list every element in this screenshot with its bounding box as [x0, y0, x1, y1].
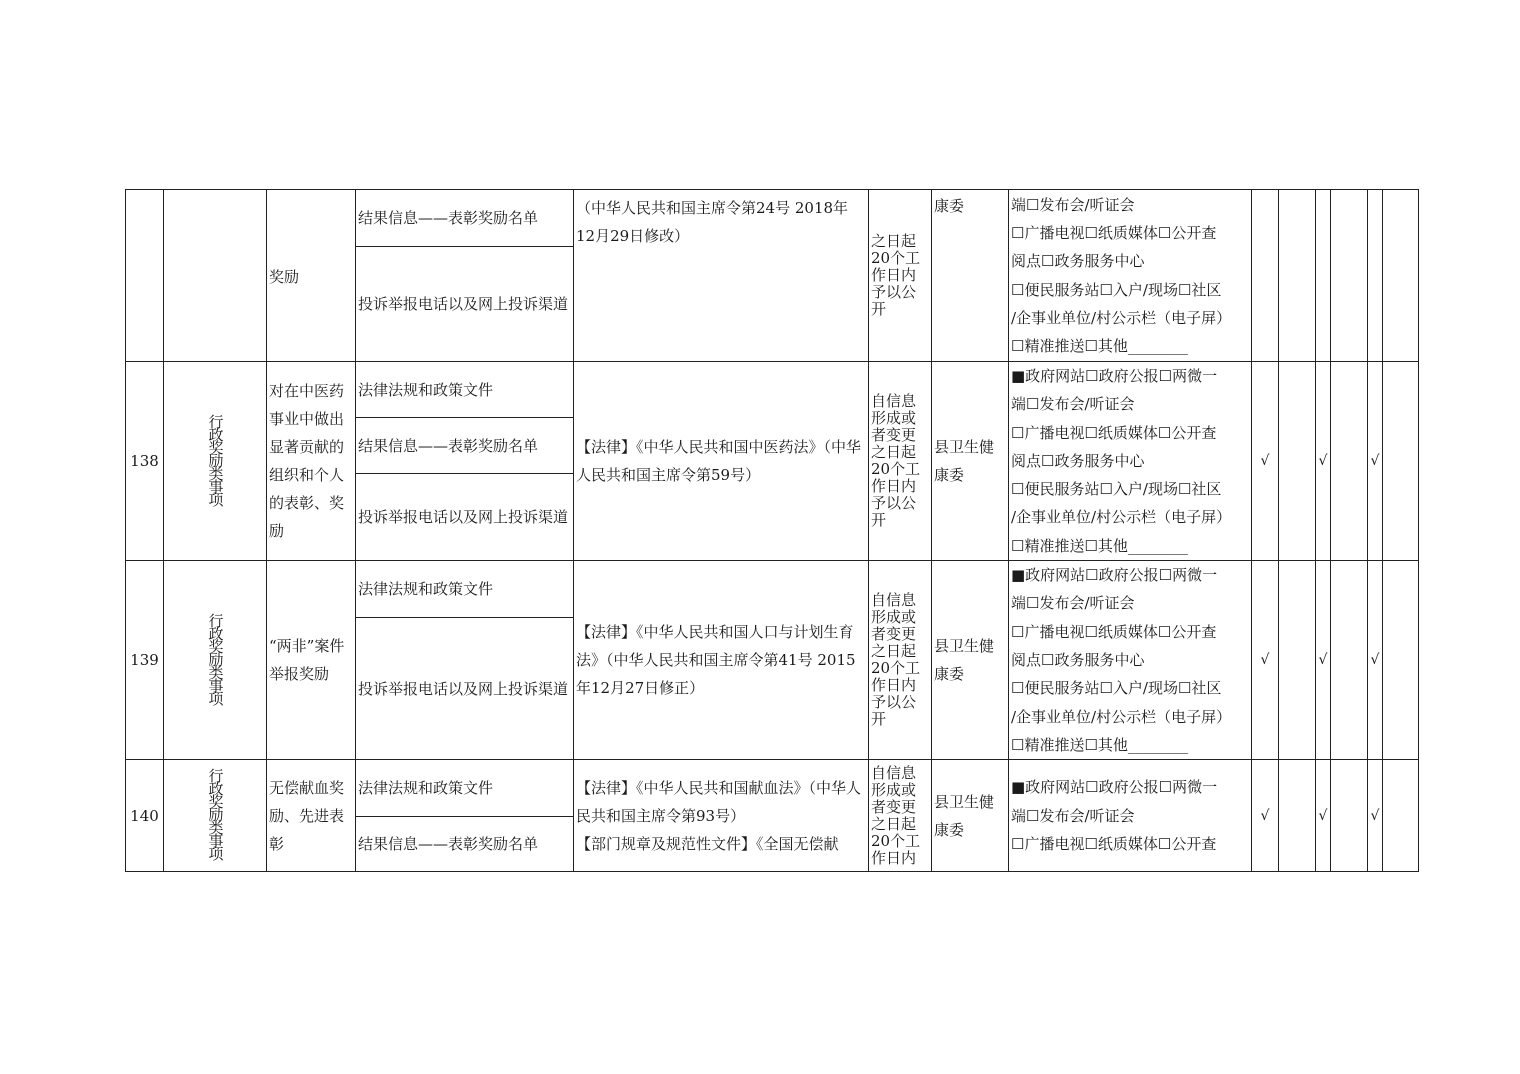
check-cell: √: [1368, 760, 1383, 872]
subject-cell: 康委: [932, 190, 1009, 362]
content-cell: 结果信息——表彰奖励名单: [356, 418, 574, 474]
channels-cell: 端☐发布会/听证会 ☐广播电视☐纸质媒体☐公开查 阅点☐政务服务中心 ☐便民服务站☐入户/现场☐社区 /企事业单位/村公示栏（电子屏） ☐精准推送☐其他________: [1009, 190, 1252, 362]
row-number: 140: [126, 760, 164, 872]
time-cell: 自信息 形成或 者变更 之日起 20个工 作日内: [869, 760, 932, 872]
table-row: [126, 362, 1419, 418]
check-cell: √: [1316, 561, 1331, 760]
check-cell: [1331, 760, 1368, 872]
check-cell: √: [1368, 362, 1383, 561]
row-item: 对在中医药事业中做出显著贡献的组织和个人的表彰、奖励: [267, 362, 356, 561]
row-category: 行政奖励类事项: [164, 362, 267, 561]
row-number: 139: [126, 561, 164, 760]
subject-cell: 县卫生健康委: [932, 362, 1009, 561]
content-cell: 法律法规和政策文件: [356, 760, 574, 817]
row-item: 无偿献血奖励、先进表彰: [267, 760, 356, 872]
check-cell: [1383, 760, 1419, 872]
check-cell: √: [1252, 760, 1279, 872]
subject-cell: 县卫生健康委: [932, 760, 1009, 872]
time-cell: 自信息 形成或 者变更 之日起 20个工 作日内 予以公 开: [869, 561, 932, 760]
content-cell: 投诉举报电话以及网上投诉渠道: [356, 474, 574, 561]
content-cell: 法律法规和政策文件: [356, 362, 574, 418]
check-cell: [1383, 362, 1419, 561]
row-category: 行政奖励类事项: [164, 561, 267, 760]
table-row: [126, 561, 1419, 618]
content-cell: 投诉举报电话以及网上投诉渠道: [356, 247, 574, 362]
subject-cell: 县卫生健康委: [932, 561, 1009, 760]
channels-cell: ■政府网站☐政府公报☐两微一 端☐发布会/听证会 ☐广播电视☐纸质媒体☐公开查 阅点☐政务服务中心 ☐便民服务站☐入户/现场☐社区 /企事业单位/村公示栏（电子屏） ☐精准推送☐其他________: [1009, 561, 1252, 760]
check-cell: √: [1252, 561, 1279, 760]
check-cell: [1331, 362, 1368, 561]
basis-cell: 【法律】《中华人民共和国献血法》（中华人民共和国主席令第93号） 【部门规章及规范性文件】《全国无偿献: [574, 760, 869, 872]
channels-cell: ■政府网站☐政府公报☐两微一 端☐发布会/听证会 ☐广播电视☐纸质媒体☐公开查 阅点☐政务服务中心 ☐便民服务站☐入户/现场☐社区 /企事业单位/村公示栏（电子屏） ☐精准推送☐其他________: [1009, 362, 1252, 561]
check-cell: √: [1316, 362, 1331, 561]
check-cell: [1279, 190, 1316, 362]
row-number: [126, 190, 164, 362]
time-cell: 自信息 形成或 者变更 之日起 20个工 作日内 予以公 开: [869, 362, 932, 561]
content-cell: 法律法规和政策文件: [356, 561, 574, 618]
basis-cell: 【法律】《中华人民共和国人口与计划生育法》（中华人民共和国主席令第41号 2015年12月27日修正）: [574, 561, 869, 760]
row-number: 138: [126, 362, 164, 561]
content-cell: 结果信息——表彰奖励名单: [356, 190, 574, 247]
channels-cell: ■政府网站☐政府公报☐两微一 端☐发布会/听证会 ☐广播电视☐纸质媒体☐公开查: [1009, 760, 1252, 872]
row-item: “两非”案件举报奖励: [267, 561, 356, 760]
check-cell: √: [1252, 362, 1279, 561]
check-cell: [1279, 760, 1316, 872]
table-row: [126, 760, 1419, 817]
disclosure-table: [125, 189, 1419, 872]
check-cell: [1383, 561, 1419, 760]
check-cell: [1279, 362, 1316, 561]
content-cell: 结果信息——表彰奖励名单: [356, 817, 574, 872]
row-category: [164, 190, 267, 362]
basis-cell: （中华人民共和国主席令第24号 2018年12月29日修改）: [574, 190, 869, 362]
time-cell: 之日起 20个工 作日内 予以公 开: [869, 190, 932, 362]
content-cell: 投诉举报电话以及网上投诉渠道: [356, 618, 574, 760]
table-row: [126, 190, 1419, 247]
check-cell: √: [1368, 561, 1383, 760]
check-cell: [1383, 190, 1419, 362]
row-category: 行政奖励类事项: [164, 760, 267, 872]
check-cell: [1316, 190, 1331, 362]
check-cell: [1279, 561, 1316, 760]
check-cell: √: [1316, 760, 1331, 872]
check-cell: [1252, 190, 1279, 362]
check-cell: [1368, 190, 1383, 362]
check-cell: [1331, 561, 1368, 760]
row-item: 奖励: [267, 190, 356, 362]
check-cell: [1331, 190, 1368, 362]
basis-cell: 【法律】《中华人民共和国中医药法》（中华人民共和国主席令第59号）: [574, 362, 869, 561]
